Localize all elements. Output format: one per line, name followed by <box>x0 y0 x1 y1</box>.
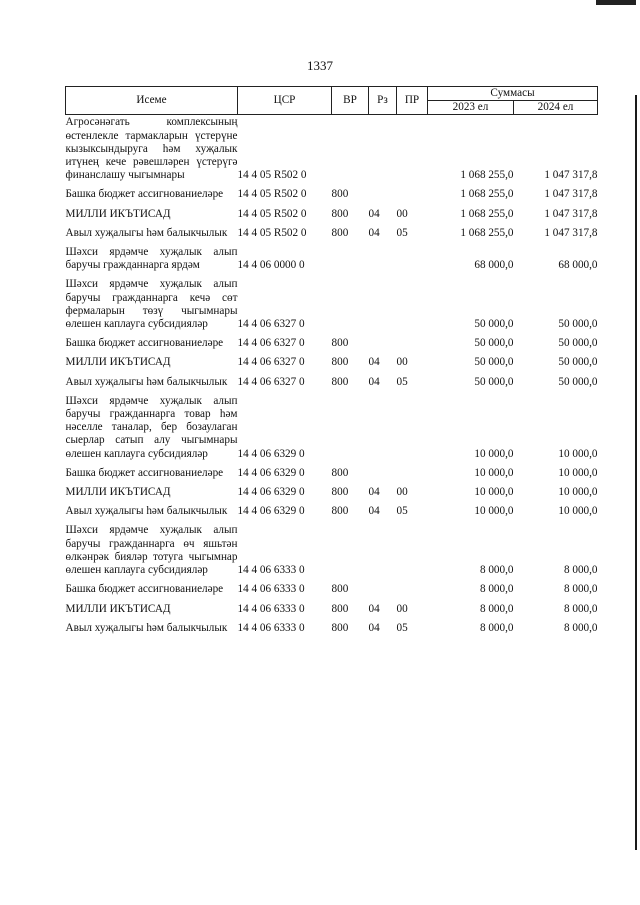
row-vr: 800 <box>331 188 349 201</box>
row-rz <box>369 518 397 577</box>
row-vr: 800 <box>331 583 349 596</box>
row-sum-2023: 8 000,0 <box>479 583 514 596</box>
table-row <box>66 480 598 499</box>
header-year-2023: 2023 ел <box>428 101 514 115</box>
row-sum-2023: 1 068 255,0 <box>460 169 514 182</box>
table-row <box>66 202 598 221</box>
row-name: МИЛЛИ ИКЪТИСАД <box>65 486 171 499</box>
row-sum-2023: 8 000,0 <box>479 621 514 634</box>
row-pr: 00 <box>396 486 408 499</box>
row-pr: 05 <box>396 621 408 634</box>
row-csr: 14 4 06 6329 0 <box>237 486 305 499</box>
row-vr: 800 <box>331 621 349 634</box>
row-csr: 14 4 06 6327 0 <box>237 356 305 369</box>
table-row <box>66 461 598 480</box>
row-sum-2024: 8 000,0 <box>563 602 598 615</box>
table-row <box>66 577 598 596</box>
table-row <box>66 499 598 518</box>
page-number: 1337 <box>307 58 333 73</box>
row-vr: 800 <box>331 226 349 239</box>
row-pr: 05 <box>396 505 408 518</box>
header-csr: ЦСР <box>238 87 332 115</box>
row-pr <box>397 331 428 350</box>
row-vr <box>332 272 369 331</box>
row-pr <box>397 115 428 183</box>
row-pr <box>397 182 428 201</box>
table-row <box>66 221 598 240</box>
row-vr: 800 <box>331 356 349 369</box>
row-sum-2024: 1 047 317,8 <box>544 207 598 220</box>
row-sum-2023: 50 000,0 <box>474 375 514 388</box>
row-sum-2023: 50 000,0 <box>474 318 514 331</box>
row-sum-2023: 1 068 255,0 <box>460 188 514 201</box>
row-sum-2024: 1 047 317,8 <box>544 169 598 182</box>
row-rz <box>369 331 397 350</box>
table-row <box>66 350 598 369</box>
row-pr <box>397 461 428 480</box>
row-rz <box>369 182 397 201</box>
row-sum-2023: 68 000,0 <box>474 259 514 272</box>
row-rz: 04 <box>368 375 380 388</box>
row-name: Башка бюджет ассигнованиеләре <box>65 188 224 201</box>
row-sum-2023: 10 000,0 <box>474 486 514 499</box>
row-csr: 14 4 06 0000 0 <box>237 259 305 272</box>
row-csr: 14 4 06 6333 0 <box>237 583 305 596</box>
row-rz <box>369 461 397 480</box>
row-csr: 14 4 05 R502 0 <box>237 169 307 182</box>
row-vr <box>332 115 369 183</box>
row-csr: 14 4 06 6329 0 <box>237 505 305 518</box>
row-name: Авыл хуҗалыгы һәм балыкчылык <box>65 226 228 239</box>
row-csr: 14 4 06 6333 0 <box>237 564 305 577</box>
row-pr <box>397 389 428 461</box>
row-rz: 04 <box>368 621 380 634</box>
row-pr: 00 <box>396 207 408 220</box>
header-sums: Суммасы <box>428 87 598 101</box>
row-name: МИЛЛИ ИКЪТИСАД <box>65 602 171 615</box>
row-csr: 14 4 05 R502 0 <box>237 226 307 239</box>
header-name: Исеме <box>66 87 238 115</box>
row-rz: 04 <box>368 505 380 518</box>
row-pr <box>397 272 428 331</box>
row-pr: 05 <box>396 375 408 388</box>
row-name: Шәхси ярдәмче хуҗалык алып баручы гражданнарга ярдәм <box>65 246 238 272</box>
row-sum-2023: 10 000,0 <box>474 447 514 460</box>
row-vr: 800 <box>331 375 349 388</box>
row-sum-2024: 50 000,0 <box>558 356 598 369</box>
row-sum-2023: 50 000,0 <box>474 337 514 350</box>
table-row <box>66 240 598 272</box>
row-name: Башка бюджет ассигнованиеләре <box>65 583 224 596</box>
row-pr <box>397 577 428 596</box>
row-vr <box>332 518 369 577</box>
row-rz <box>369 577 397 596</box>
row-sum-2023: 8 000,0 <box>479 602 514 615</box>
row-pr: 00 <box>396 356 408 369</box>
header-vr: ВР <box>332 87 369 115</box>
row-rz: 04 <box>368 356 380 369</box>
row-sum-2023: 50 000,0 <box>474 356 514 369</box>
row-sum-2024: 50 000,0 <box>558 318 598 331</box>
row-sum-2024: 8 000,0 <box>563 564 598 577</box>
row-name: Шәхси ярдәмче хуҗалык алып баручы гражданнарга кечә сөт фермаларын төзү чыгымнары өлешен каплауга субсидияләр <box>65 278 238 331</box>
row-csr: 14 4 05 R502 0 <box>237 207 307 220</box>
table-header <box>66 87 598 115</box>
row-sum-2024: 10 000,0 <box>558 505 598 518</box>
table-row <box>66 597 598 616</box>
table-row <box>66 518 598 577</box>
header-pr: ПР <box>397 87 428 115</box>
row-csr: 14 4 06 6329 0 <box>237 466 305 479</box>
row-sum-2024: 10 000,0 <box>558 447 598 460</box>
row-name: Башка бюджет ассигнованиеләре <box>65 466 224 479</box>
table-row <box>66 182 598 201</box>
row-name: Авыл хуҗалыгы һәм балыкчылык <box>65 505 228 518</box>
header-rz: Рз <box>369 87 397 115</box>
row-name: Шәхси ярдәмче хуҗалык алып баручы гражданнарга өч яшьтән өлкәнрәк бияләр тотуга чыгымнар өлешен каплауга субсидияләр <box>65 524 238 577</box>
budget-table <box>65 86 598 635</box>
row-sum-2023: 1 068 255,0 <box>460 207 514 220</box>
row-name: МИЛЛИ ИКЪТИСАД <box>65 207 171 220</box>
row-vr <box>332 389 369 461</box>
row-rz <box>369 272 397 331</box>
row-rz: 04 <box>368 207 380 220</box>
row-sum-2024: 10 000,0 <box>558 486 598 499</box>
table-row <box>66 389 598 461</box>
table-row <box>66 370 598 389</box>
header-year-2024: 2024 ел <box>514 101 598 115</box>
row-vr <box>332 240 369 272</box>
row-name: МИЛЛИ ИКЪТИСАД <box>65 356 171 369</box>
row-sum-2024: 8 000,0 <box>563 583 598 596</box>
row-sum-2024: 68 000,0 <box>558 259 598 272</box>
row-csr: 14 4 06 6327 0 <box>237 318 305 331</box>
row-pr: 05 <box>396 226 408 239</box>
row-sum-2024: 1 047 317,8 <box>544 188 598 201</box>
table-row <box>66 331 598 350</box>
table-body <box>66 115 598 635</box>
table-row <box>66 115 598 183</box>
row-pr: 00 <box>396 602 408 615</box>
row-sum-2024: 1 047 317,8 <box>544 226 598 239</box>
row-sum-2024: 50 000,0 <box>558 337 598 350</box>
table-row <box>66 616 598 635</box>
row-vr: 800 <box>331 505 349 518</box>
row-sum-2023: 8 000,0 <box>479 564 514 577</box>
row-csr: 14 4 06 6327 0 <box>237 337 305 350</box>
row-csr: 14 4 06 6333 0 <box>237 602 305 615</box>
row-pr <box>397 518 428 577</box>
row-name: Агросәнәгать комплексының өстенлекле тармакларын үстерүне кызыксындыруга һәм хуҗалык итүнең кече рәвешләрен үстерүгә финанслашу чыгымнары <box>65 116 238 182</box>
row-vr: 800 <box>331 337 349 350</box>
row-name: Авыл хуҗалыгы һәм балыкчылык <box>65 621 228 634</box>
row-vr: 800 <box>331 602 349 615</box>
row-pr <box>397 240 428 272</box>
row-sum-2024: 50 000,0 <box>558 375 598 388</box>
row-rz: 04 <box>368 486 380 499</box>
scan-edge-line <box>635 95 637 850</box>
row-name: Шәхси ярдәмче хуҗалык алып баручы гражданнарга товар һәм нәселле таналар, бер бозаулаган сыерлар сатып алу чыгымнары өлешен каплауга субсидияләр <box>65 394 238 460</box>
row-rz <box>369 115 397 183</box>
scan-corner-mark <box>596 0 636 5</box>
row-vr: 800 <box>331 466 349 479</box>
row-csr: 14 4 06 6333 0 <box>237 621 305 634</box>
row-sum-2024: 8 000,0 <box>563 621 598 634</box>
row-name: Башка бюджет ассигнованиеләре <box>65 337 224 350</box>
row-csr: 14 4 05 R502 0 <box>237 188 307 201</box>
row-sum-2024: 10 000,0 <box>558 466 598 479</box>
row-rz <box>369 389 397 461</box>
row-name: Авыл хуҗалыгы һәм балыкчылык <box>65 375 228 388</box>
row-sum-2023: 1 068 255,0 <box>460 226 514 239</box>
row-vr: 800 <box>331 486 349 499</box>
row-sum-2023: 10 000,0 <box>474 505 514 518</box>
row-sum-2023: 10 000,0 <box>474 466 514 479</box>
row-csr: 14 4 06 6327 0 <box>237 375 305 388</box>
row-rz: 04 <box>368 226 380 239</box>
row-rz: 04 <box>368 602 380 615</box>
row-vr: 800 <box>331 207 349 220</box>
row-csr: 14 4 06 6329 0 <box>237 447 305 460</box>
table-row <box>66 272 598 331</box>
row-rz <box>369 240 397 272</box>
